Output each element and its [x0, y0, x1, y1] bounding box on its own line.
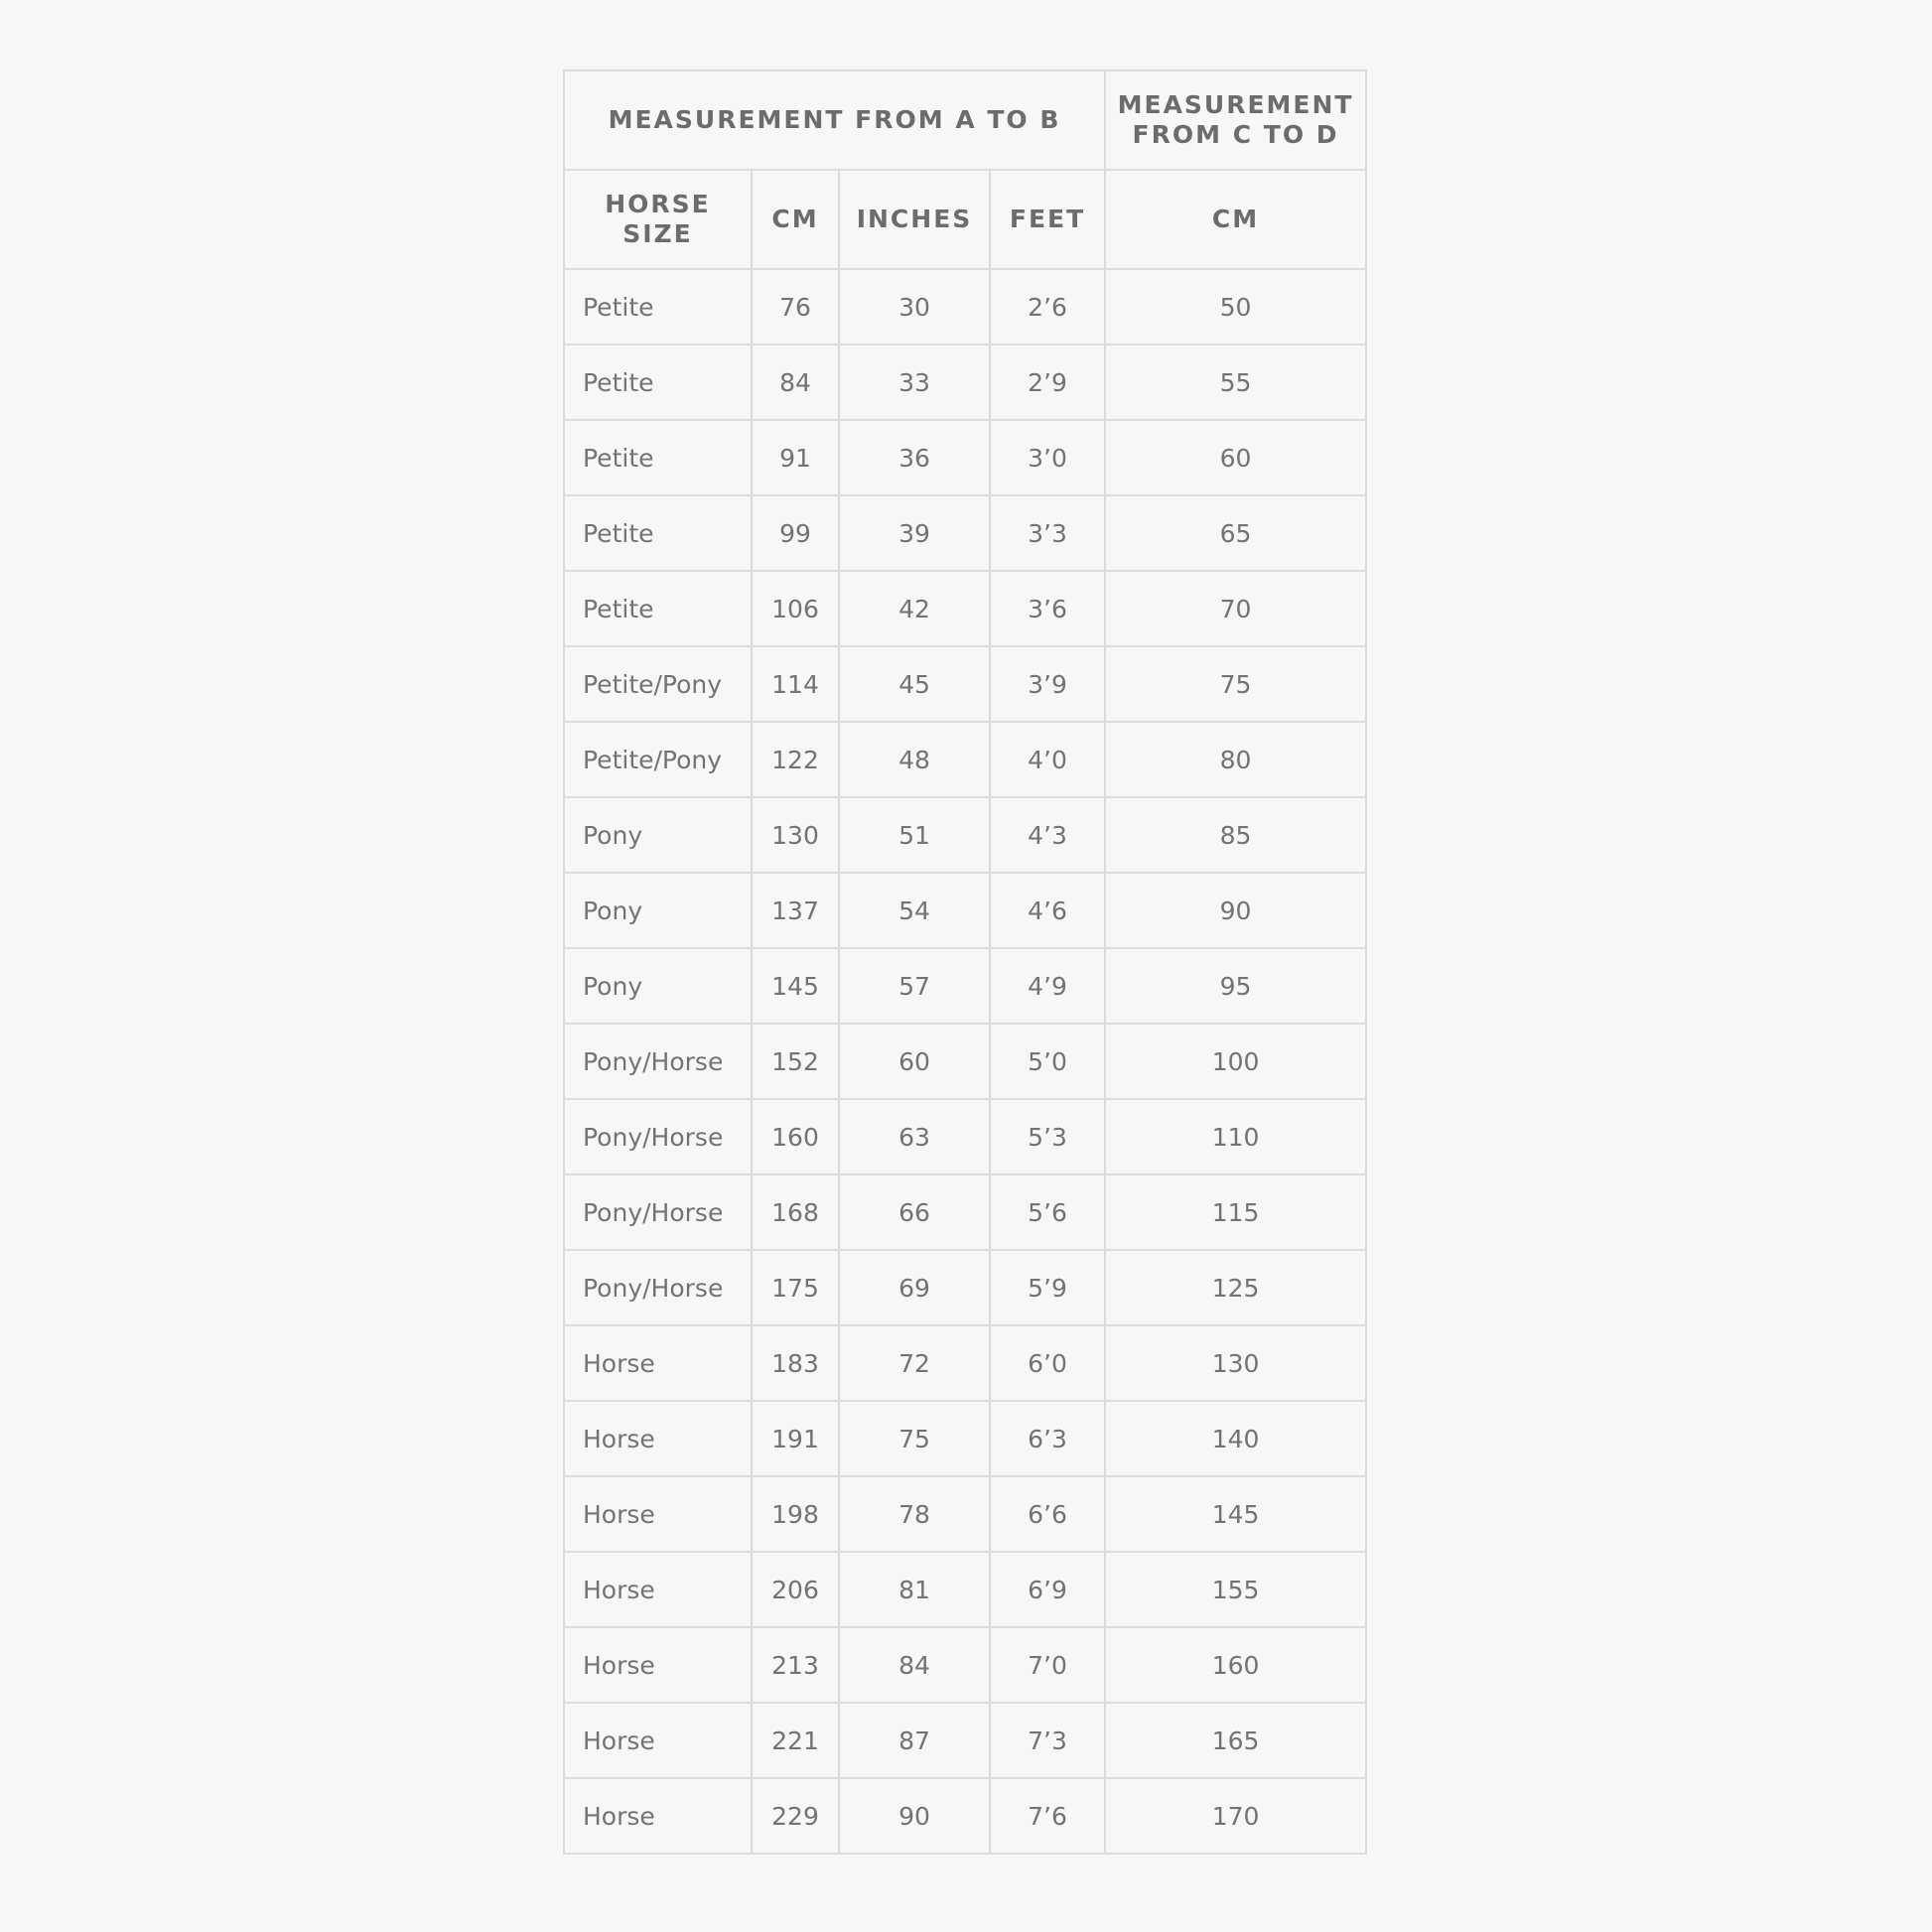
table-body	[564, 269, 1366, 1854]
cell-feet: 7’0	[990, 1627, 1105, 1703]
cell-inches: 33	[839, 345, 990, 420]
cell-cm: 145	[752, 948, 839, 1024]
cell-horse-size: Petite	[564, 495, 752, 571]
table-row	[564, 420, 1366, 495]
col-header-feet: FEET	[990, 170, 1105, 269]
group-header-row	[564, 70, 1366, 170]
cell-feet: 3’6	[990, 571, 1105, 646]
cell-horse-size: Petite	[564, 420, 752, 495]
table-row	[564, 1476, 1366, 1552]
table-row	[564, 1703, 1366, 1778]
cell-horse-size: Pony/Horse	[564, 1250, 752, 1325]
cell-horse-size: Petite	[564, 571, 752, 646]
cell-cm: 175	[752, 1250, 839, 1325]
cell-feet: 2’9	[990, 345, 1105, 420]
table-row	[564, 873, 1366, 948]
cell-inches: 39	[839, 495, 990, 571]
cell-feet: 4’6	[990, 873, 1105, 948]
group-header-a-to-b: MEASUREMENT FROM A TO B	[564, 70, 1105, 170]
cell-cm: 183	[752, 1325, 839, 1401]
cell-cd-cm: 145	[1105, 1476, 1366, 1552]
cell-horse-size: Pony/Horse	[564, 1099, 752, 1174]
table-row	[564, 571, 1366, 646]
cell-cd-cm: 165	[1105, 1703, 1366, 1778]
cell-inches: 87	[839, 1703, 990, 1778]
cell-feet: 6’9	[990, 1552, 1105, 1627]
cell-cm: 191	[752, 1401, 839, 1476]
cell-horse-size: Petite/Pony	[564, 722, 752, 797]
cell-feet: 7’3	[990, 1703, 1105, 1778]
cell-cd-cm: 115	[1105, 1174, 1366, 1250]
cell-horse-size: Petite/Pony	[564, 646, 752, 722]
cell-cd-cm: 50	[1105, 269, 1366, 345]
table-row	[564, 646, 1366, 722]
cell-cd-cm: 155	[1105, 1552, 1366, 1627]
col-header-horse-size: HORSE SIZE	[564, 170, 752, 269]
table-row	[564, 1325, 1366, 1401]
cell-feet: 6’0	[990, 1325, 1105, 1401]
cell-inches: 81	[839, 1552, 990, 1627]
cell-inches: 42	[839, 571, 990, 646]
cell-cm: 229	[752, 1778, 839, 1854]
cell-cm: 206	[752, 1552, 839, 1627]
cell-cm: 91	[752, 420, 839, 495]
cell-feet: 6’6	[990, 1476, 1105, 1552]
table-row	[564, 722, 1366, 797]
table-row	[564, 1552, 1366, 1627]
cell-feet: 3’3	[990, 495, 1105, 571]
cell-feet: 6’3	[990, 1401, 1105, 1476]
cell-feet: 5’0	[990, 1024, 1105, 1099]
cell-cd-cm: 100	[1105, 1024, 1366, 1099]
column-header-row	[564, 170, 1366, 269]
cell-cd-cm: 170	[1105, 1778, 1366, 1854]
cell-inches: 63	[839, 1099, 990, 1174]
col-header-cm: CM	[752, 170, 839, 269]
cell-inches: 84	[839, 1627, 990, 1703]
table-row	[564, 269, 1366, 345]
cell-feet: 5’6	[990, 1174, 1105, 1250]
cell-feet: 4’3	[990, 797, 1105, 873]
table-row	[564, 1401, 1366, 1476]
cell-cd-cm: 80	[1105, 722, 1366, 797]
table-row	[564, 1024, 1366, 1099]
table-row	[564, 948, 1366, 1024]
cell-cd-cm: 55	[1105, 345, 1366, 420]
cell-feet: 5’3	[990, 1099, 1105, 1174]
cell-horse-size: Horse	[564, 1703, 752, 1778]
cell-feet: 4’9	[990, 948, 1105, 1024]
cell-cd-cm: 130	[1105, 1325, 1366, 1401]
cell-cm: 213	[752, 1627, 839, 1703]
cell-horse-size: Pony	[564, 797, 752, 873]
cell-horse-size: Horse	[564, 1778, 752, 1854]
col-header-cd-cm: CM	[1105, 170, 1366, 269]
cell-inches: 57	[839, 948, 990, 1024]
cell-cd-cm: 60	[1105, 420, 1366, 495]
cell-cm: 168	[752, 1174, 839, 1250]
cell-cm: 99	[752, 495, 839, 571]
cell-cd-cm: 125	[1105, 1250, 1366, 1325]
table-row	[564, 797, 1366, 873]
table-row	[564, 1627, 1366, 1703]
cell-feet: 4’0	[990, 722, 1105, 797]
table-row	[564, 1174, 1366, 1250]
cell-cd-cm: 85	[1105, 797, 1366, 873]
cell-cd-cm: 140	[1105, 1401, 1366, 1476]
group-header-c-to-d: MEASUREMENT FROM C TO D	[1105, 70, 1366, 170]
table-row	[564, 1250, 1366, 1325]
cell-inches: 30	[839, 269, 990, 345]
cell-inches: 66	[839, 1174, 990, 1250]
cell-horse-size: Horse	[564, 1476, 752, 1552]
cell-inches: 90	[839, 1778, 990, 1854]
cell-horse-size: Pony/Horse	[564, 1024, 752, 1099]
cell-cm: 221	[752, 1703, 839, 1778]
cell-cd-cm: 160	[1105, 1627, 1366, 1703]
cell-horse-size: Petite	[564, 345, 752, 420]
cell-horse-size: Horse	[564, 1627, 752, 1703]
cell-cm: 84	[752, 345, 839, 420]
cell-cm: 160	[752, 1099, 839, 1174]
cell-inches: 78	[839, 1476, 990, 1552]
cell-inches: 48	[839, 722, 990, 797]
cell-cm: 198	[752, 1476, 839, 1552]
cell-cm: 152	[752, 1024, 839, 1099]
cell-cd-cm: 70	[1105, 571, 1366, 646]
cell-inches: 75	[839, 1401, 990, 1476]
cell-feet: 5’9	[990, 1250, 1105, 1325]
cell-horse-size: Pony/Horse	[564, 1174, 752, 1250]
cell-cm: 130	[752, 797, 839, 873]
cell-inches: 45	[839, 646, 990, 722]
cell-cd-cm: 65	[1105, 495, 1366, 571]
cell-horse-size: Petite	[564, 269, 752, 345]
cell-inches: 51	[839, 797, 990, 873]
col-header-inches: INCHES	[839, 170, 990, 269]
cell-feet: 3’0	[990, 420, 1105, 495]
cell-cm: 122	[752, 722, 839, 797]
cell-inches: 72	[839, 1325, 990, 1401]
table-row	[564, 1778, 1366, 1854]
horse-size-table	[563, 69, 1367, 1855]
table-row	[564, 1099, 1366, 1174]
cell-cm: 76	[752, 269, 839, 345]
cell-inches: 54	[839, 873, 990, 948]
cell-horse-size: Pony	[564, 948, 752, 1024]
cell-cd-cm: 95	[1105, 948, 1366, 1024]
cell-feet: 7’6	[990, 1778, 1105, 1854]
cell-cm: 137	[752, 873, 839, 948]
cell-cd-cm: 75	[1105, 646, 1366, 722]
cell-horse-size: Horse	[564, 1325, 752, 1401]
cell-horse-size: Pony	[564, 873, 752, 948]
table-row	[564, 345, 1366, 420]
cell-cm: 106	[752, 571, 839, 646]
cell-horse-size: Horse	[564, 1401, 752, 1476]
cell-feet: 3’9	[990, 646, 1105, 722]
cell-inches: 69	[839, 1250, 990, 1325]
cell-inches: 60	[839, 1024, 990, 1099]
cell-feet: 2’6	[990, 269, 1105, 345]
table-row	[564, 495, 1366, 571]
cell-cm: 114	[752, 646, 839, 722]
cell-cd-cm: 90	[1105, 873, 1366, 948]
cell-cd-cm: 110	[1105, 1099, 1366, 1174]
cell-inches: 36	[839, 420, 990, 495]
cell-horse-size: Horse	[564, 1552, 752, 1627]
